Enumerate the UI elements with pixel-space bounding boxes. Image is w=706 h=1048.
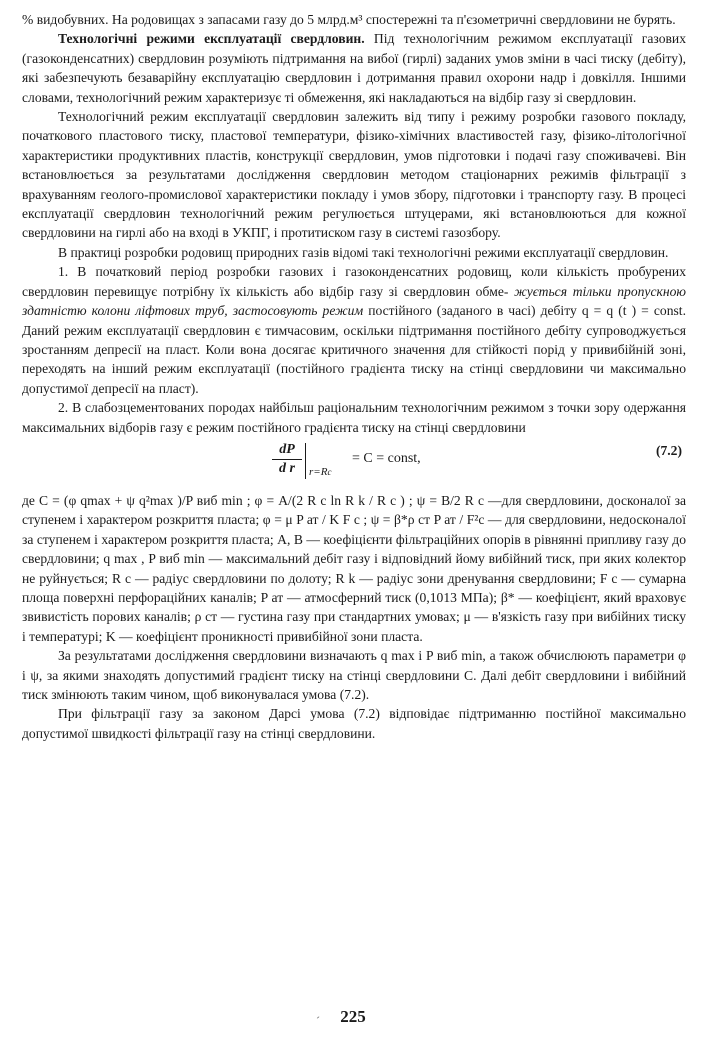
- paragraph-definitions: де C = (φ qmax + ψ q²max )/P виб min ; φ = A/(2 R c ln R k / R c ) ; ψ = B/2 R c —для свердловини, досконалої за ступенем і характером розкриття пласта; φ = μ P ат / K F c ; ψ = β*ρ ст P ат / F²c — для свердловини, недосконалої за ступенем і характером розкриття пласта; A, B — коефіцієнти фільтраційних опорів в рівнянні припливу газу до свердловини; q max , P виб min — максимальний дебіт газу і відповідний йому вибійний тиск, при яких колектор не руйнується; R c — радіус свердловини по долоту; R k — радіус зони дренування свердловини; F c — сумарна площа поверхні перфораційних каналів; P ат — атмосферний тиск (0,1013 МПа); β* — коефіцієнт, який враховує звивистість порових каналів; ρ ст — густина газу при стандартних умовах; μ — в'язкість газу при вибійних тиску і температурі; K — коефіцієнт проникності привибійної зони пласта.: [22, 492, 686, 644]
- paragraph-text: постійного (заданого в часі) дебіту q = q (t ) = const. Даний режим експлуатації свердловин є тимчасовим, оскільки підтримання постійного дебіту супроводжується зростанням депресії на пласт. Коли вона досягає критичного значення для стійкості порід у привибійній зоні, переходять на інший режим експлуатації (постійного градієнта тиску на стінці свердловини чи максимально допустимої депресії на пласт).: [22, 303, 686, 396]
- paragraph-text: Під технологічним режимом експлуатації газових (газоконденсатних) свердловин розуміють підтримання на вибої (гирлі) заданих умов зміни в часі тиску (дебіту), які забезпечують безаварійну експлуатацію свердловин і дотримання правил охорони надр і довкілля. Іншими словами, технологічний режим характеризує ті обмеження, які накладаються на відбір газу зі свердловин.: [22, 31, 686, 105]
- equation-number: (7.2): [655, 442, 682, 458]
- page-number: 225: [340, 1007, 366, 1026]
- paragraph-text: 1. В початковий період розробки газових і газоконденсатних родовищ, коли кількість пробурених свердловин перевищує потрібну їх кількість або відбір газу зі свердловин обме-: [22, 264, 686, 299]
- paragraph-item-1: [22, 262, 686, 398]
- section-heading: Технологічні режими експлуатації свердловин.: [58, 31, 365, 47]
- stray-mark: ˊ: [316, 1014, 320, 1028]
- paragraph-item-2: 2. В слабозцементованих породах найбільш раціональним технологічним режимом з точки зору одержання максимальних відборів газу є режим постійного градієнта тиску на стінці свердловини: [22, 400, 686, 435]
- fraction-denominator: d r: [279, 460, 295, 476]
- paragraph-results: За результатами дослідження свердловини визначають q max і P виб min, а також обчислюють параметри φ і ψ, за якими знаходять допустимий градієнт тиску на стінці свердловини C. Далі дебіт свердловини і вибійний тиск змінюють таким чином, щоб виконувалася умова (7.2).: [22, 648, 686, 702]
- body-text: [22, 10, 686, 743]
- paragraph-darcy: При фільтрації газу за законом Дарсі умова (7.2) відповідає підтриманню постійної максимально допустимої швидкості фільтрації газу на стінці свердловини.: [22, 706, 686, 741]
- paragraph-known-regimes: В практиці розробки родовищ природних газів відомі такі технологічні режими експлуатації свердловин.: [58, 244, 669, 260]
- fraction-numerator: dP: [272, 441, 302, 460]
- evaluation-bar: [305, 443, 306, 479]
- paragraph-regime-dependence: Технологічний режим експлуатації свердловин залежить від типу і режиму розробки газового покладу, початкового пластового тиску, пластової температури, фізико-хімічних властивостей газу, фізико-літологічної характеристики продуктивних пластів, конструкції свердловин, умов підготовки і подачі газу споживачеві. Він встановлюється за результатами дослідження свердловин методом стаціонарних режимів фільтрації з врахуванням геолого-промислової характеристики покладу і умов збору, підготовки і транспорту газу. В процесі експлуатації свердловин технологічний режим регулюється штуцерами, які встановлюються для кожної свердловини на гирлі або на вході в УКПГ, і протитиском газу в системі газозбору.: [22, 109, 686, 241]
- italic-text: жується тільки пропускною здатністю колони ліфтових труб, застосовують режим: [22, 283, 686, 319]
- paragraph-technological-regimes: [22, 29, 686, 107]
- paragraph-intro: % видобувних. На родовищах з запасами газу до 5 млрд.м³ спостережні та п'єзометричні свердловини не бурять.: [22, 12, 676, 27]
- formula-rhs: = C = const,: [352, 450, 421, 466]
- evaluation-subscript: r=Rc: [309, 465, 332, 478]
- derivative-fraction: [272, 441, 302, 478]
- equation-7-2: [22, 439, 686, 485]
